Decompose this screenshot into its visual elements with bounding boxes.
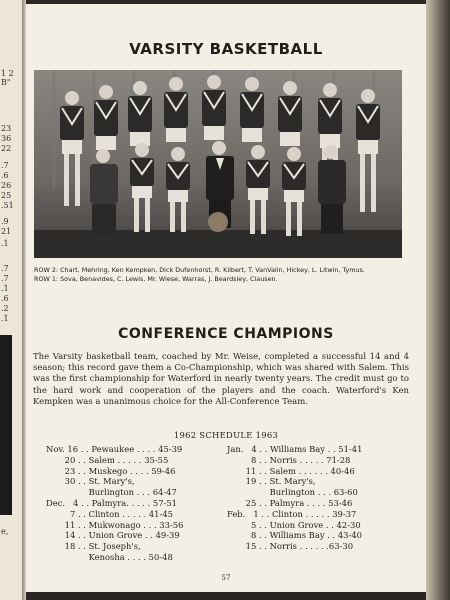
photo-caption bbox=[34, 266, 410, 283]
section-heading: CONFERENCE CHAMPIONS bbox=[118, 326, 334, 342]
schedule-line: Dec. 4 . . Palmyra. . . . . 57-51 bbox=[46, 497, 178, 508]
schedule-line: Jan. 4 . . Williams Bay . . 51-41 bbox=[227, 444, 363, 454]
facing-page-text: 36 bbox=[1, 134, 12, 143]
facing-page-text: .1 bbox=[1, 239, 9, 248]
facing-page-text: 1 2 bbox=[1, 69, 14, 78]
facing-page-text: 25 bbox=[1, 191, 12, 200]
facing-page-text: .1 bbox=[1, 314, 9, 323]
facing-page-text: 23 bbox=[1, 124, 12, 133]
season-summary: The Varsity basketball team, coached by Mr. Weise, completed a successful 14 and 4 season; this record gave them a Co-Championship, which was shared with Salem. This was the first championship for Waterford in nearly twenty years. The credit must go to the hard work and cooperation of the players and the coach. Waterford's Ken Kempken was a unanimous choice for the All-Conference Team. bbox=[33, 352, 409, 407]
schedule-column-right bbox=[227, 444, 362, 552]
facing-page-text: .51 bbox=[1, 201, 14, 210]
facing-page-text: .9 bbox=[1, 217, 9, 226]
schedule-line: Kenosha . . . . 50-48 bbox=[46, 551, 173, 562]
caption-row-1: ROW 1: Sova, Benavides, C. Lewis, Mr. Wiese, Warras, J. Beardsley, Clausen. bbox=[34, 274, 278, 283]
schedule-line: 15 . . Norris . . . . . .63-30 bbox=[227, 541, 354, 552]
facing-page-text: B" bbox=[1, 78, 11, 87]
yearbook-page bbox=[26, 4, 426, 592]
schedule-line: 19 . . St. Mary's, bbox=[227, 476, 316, 487]
schedule-line: 30 . . St. Mary's, bbox=[46, 476, 135, 487]
schedule-line: 5 . . Union Grove . . 42-30 bbox=[227, 519, 361, 530]
schedule-column-left bbox=[46, 444, 183, 563]
facing-page-text: .2 bbox=[1, 304, 9, 313]
schedule-line: 7 . . Clinton . . . . . 41-45 bbox=[46, 508, 173, 519]
facing-page-text: e, bbox=[1, 527, 9, 536]
facing-page-text: .7 bbox=[1, 161, 9, 170]
facing-page-text: .7 bbox=[1, 264, 9, 273]
schedule-line: 23 . . Muskego . . . . 59-46 bbox=[46, 465, 176, 476]
schedule-line: 18 . . St. Joseph's, bbox=[46, 541, 141, 552]
schedule-line: 8 . . Norris . . . . . 71-28 bbox=[227, 454, 351, 465]
team-photo bbox=[34, 70, 402, 258]
schedule-line: 20 . . Salem . . . . . 35-55 bbox=[46, 454, 169, 465]
facing-page-text: 26 bbox=[1, 181, 12, 190]
page-edge-shadow bbox=[426, 0, 450, 600]
page-number: 57 bbox=[221, 574, 231, 582]
schedule-heading: 1962 SCHEDULE 1963 bbox=[173, 430, 279, 440]
facing-page-edge bbox=[0, 0, 22, 600]
schedule-line: Burlington . . . 64-47 bbox=[46, 487, 177, 498]
schedule-line: 25 . . Palmyra . . . . 53-46 bbox=[227, 497, 353, 508]
facing-page-text: 21 bbox=[1, 227, 12, 236]
schedule-line: 8 . . Williams Bay . . 43-40 bbox=[227, 530, 363, 541]
page-title: VARSITY BASKETBALL bbox=[129, 40, 323, 58]
facing-page-text: 22 bbox=[1, 144, 12, 153]
schedule-line: Burlington . . . 63-60 bbox=[227, 487, 358, 498]
facing-page-text: .6 bbox=[1, 294, 9, 303]
team-photo-image bbox=[34, 70, 402, 258]
schedule-line: 14 . . Union Grove . . 49-39 bbox=[46, 530, 180, 541]
facing-page-text: .6 bbox=[1, 171, 9, 180]
facing-page-text: .1 bbox=[1, 284, 9, 293]
schedule-line: Nov. 16 . . Pewaukee . . . . 45-39 bbox=[46, 444, 183, 454]
schedule-line: Feb. 1 . . Clinton . . . . . 39-37 bbox=[227, 508, 357, 519]
schedule-line: 11 . . Salem . . . . . . 40-46 bbox=[227, 465, 355, 476]
caption-row-2: ROW 2: Chart, Mehring, Ken Kempken, Dick Dufenhorst, R. Kilbert, T. VanValin, Hickey, L. Litwin, Tymus. bbox=[34, 266, 365, 274]
facing-page-text: .7 bbox=[1, 274, 9, 283]
schedule-line: 11 . . Mukwonago . . . 33-56 bbox=[46, 519, 184, 530]
facing-page-photo bbox=[0, 335, 12, 515]
